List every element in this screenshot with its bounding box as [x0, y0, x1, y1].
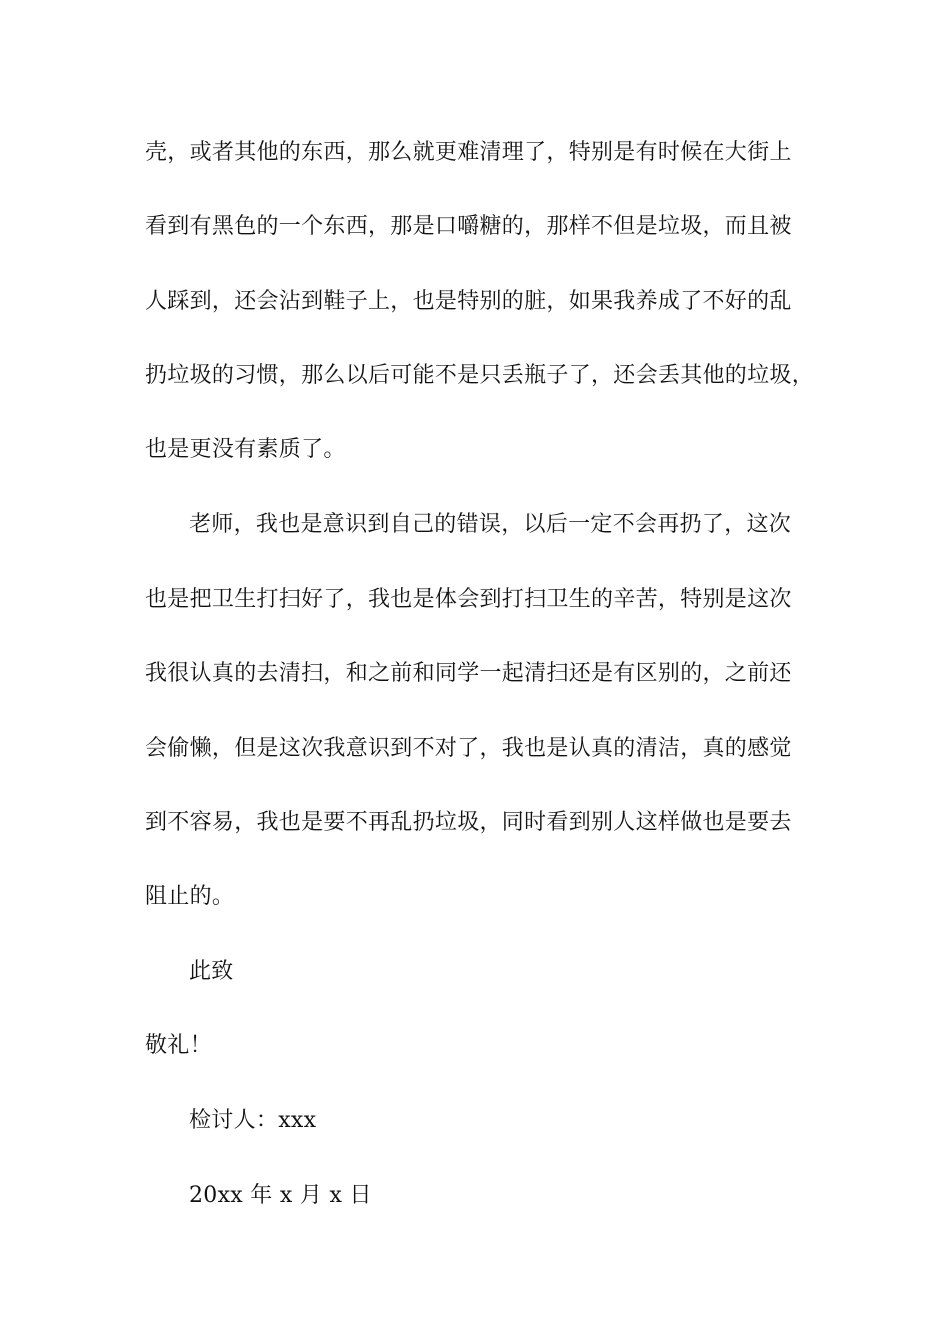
salutation: 此致 [189, 959, 234, 984]
paragraph-1-line-2: 看到有黑色的一个东西，那是口嚼糖的，那样不但是垃圾，而且被 [145, 214, 792, 239]
paragraph-2-line-2: 也是把卫生打扫好了，我也是体会到打扫卫生的辛苦，特别是这次 [145, 587, 792, 612]
paragraph-1-line-5: 也是更没有素质了。 [145, 437, 346, 462]
paragraph-2-line-1: 老师，我也是意识到自己的错误，以后一定不会再扔了，这次 [189, 512, 792, 537]
paragraph-1-line-1: 壳，或者其他的东西，那么就更难清理了，特别是有时候在大街上 [145, 140, 792, 165]
paragraph-1-line-4: 扔垃圾的习惯，那么以后可能不是只丢瓶子了，还会丢其他的垃圾， [145, 363, 815, 388]
signer: 检讨人：xxx [189, 1108, 317, 1133]
regards: 敬礼！ [145, 1033, 212, 1058]
paragraph-2-line-6: 阻止的。 [145, 884, 235, 909]
paragraph-2-line-5: 到不容易，我也是要不再乱扔垃圾，同时看到别人这样做也是要去 [145, 810, 792, 835]
paragraph-2-line-4: 会偷懒，但是这次我意识到不对了，我也是认真的清洁，真的感觉 [145, 736, 792, 761]
paragraph-2-line-3: 我很认真的去清扫，和之前和同学一起清扫还是有区别的，之前还 [145, 661, 792, 686]
paragraph-1-line-3: 人踩到，还会沾到鞋子上，也是特别的脏，如果我养成了不好的乱 [145, 289, 792, 314]
date: 20xx 年 x 月 x 日 [189, 1183, 372, 1208]
